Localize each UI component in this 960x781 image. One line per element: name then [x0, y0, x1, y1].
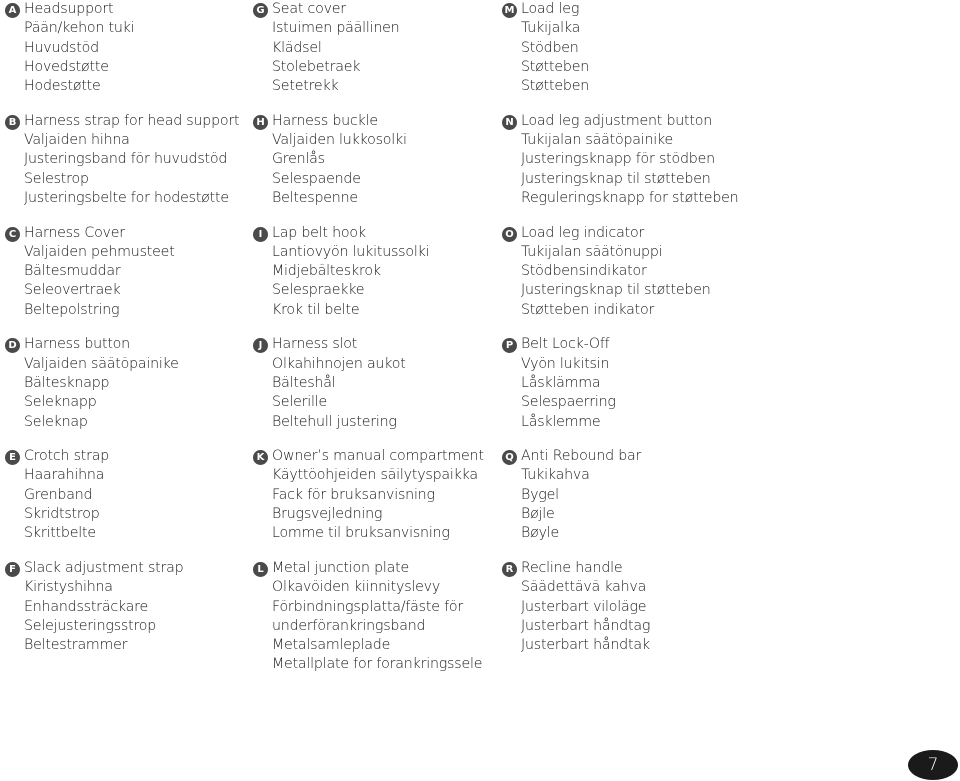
part-name-translation: Justeringsband för huvudstöd [24, 151, 228, 168]
part-name-english: Harness slot [272, 336, 358, 353]
part-name-translation: Støtteben indikator [521, 301, 655, 318]
letter-badge: F [5, 562, 20, 577]
part-name-translation: Enhandssträckare [24, 598, 149, 615]
part-name-english: Crotch strap [24, 448, 110, 465]
part-name-translation: Pään/kehon tuki [24, 20, 135, 37]
legend-entry-r [502, 559, 802, 671]
part-name-english: Load leg adjustment button [521, 112, 713, 129]
part-name-translation: Stödben [521, 39, 579, 56]
part-name-translation: Valjaiden säätöpainike [24, 355, 179, 372]
part-name-translation: Selespraekke [272, 282, 365, 299]
part-name-translation: Beltehull justering [272, 413, 397, 430]
legend-entry-q [502, 447, 802, 559]
part-name-english: Metal junction plate [272, 559, 410, 576]
part-name-english: Headsupport [24, 1, 114, 17]
part-name-translation: Förbindningsplatta/fäste för [272, 598, 463, 615]
part-name-translation: Beltepolstring [24, 301, 120, 318]
part-name-translation: Stödbensindikator [521, 263, 647, 280]
letter-badge: G [253, 3, 268, 18]
part-name-translation: Bøyle [521, 525, 560, 542]
part-name-translation: Brugsvejledning [272, 506, 383, 523]
part-name-english: Seat cover [272, 1, 346, 17]
part-name-translation: Beltespenne [272, 189, 358, 206]
part-name-translation: Seleovertraek [24, 282, 121, 299]
letter-badge: C [5, 227, 20, 242]
part-name-english: Belt Lock-Off [521, 336, 610, 353]
part-name-translation: Bältesknapp [24, 374, 110, 391]
part-name-translation: Grenlås [272, 151, 325, 168]
part-name-translation: Hovedstøtte [24, 58, 109, 75]
part-name-translation: Justerbart håndtag [521, 617, 651, 634]
part-name-translation: Valjaiden hihna [24, 132, 130, 149]
letter-badge: Q [502, 450, 517, 465]
letter-badge: D [5, 338, 20, 353]
letter-badge: R [502, 562, 517, 577]
part-name-translation: Seleknap [24, 413, 88, 430]
letter-badge: J [253, 338, 268, 353]
part-name-english: Anti Rebound bar [521, 448, 642, 465]
letter-badge: B [5, 115, 20, 130]
part-name-translation: Tukijalka [521, 20, 581, 37]
part-name-translation: Valjaiden pehmusteet [24, 243, 175, 260]
letter-badge: O [502, 227, 517, 242]
part-name-english: Recline handle [521, 559, 623, 576]
part-name-translation: Bøjle [521, 506, 555, 523]
letter-badge: L [253, 562, 268, 577]
part-name-translation: Selespaerring [521, 394, 616, 411]
part-name-translation: Tukijalan säätöpainike [521, 132, 674, 149]
part-name-translation: Klädsel [272, 39, 322, 56]
part-name-translation: Justeringsknap til støtteben [521, 170, 711, 187]
part-name-translation: Metalsamleplade [272, 637, 391, 654]
part-name-translation: Säädettävä kahva [521, 579, 647, 596]
legend-entry-p [502, 335, 802, 447]
legend-entry-m [502, 0, 802, 112]
part-name-translation: Midjebälteskrok [272, 263, 381, 280]
part-name-translation: Justeringsknap til støtteben [521, 282, 711, 299]
part-name-translation: Olkahihnojen aukot [272, 355, 406, 372]
part-name-translation: Huvudstöd [24, 39, 99, 56]
page-number: 7 [908, 750, 958, 780]
part-name-translation: Kiristyshihna [24, 579, 113, 596]
part-name-translation: Bygel [521, 486, 559, 503]
part-name-translation: Reguleringsknapp for støtteben [521, 189, 739, 206]
part-name-english: Lap belt hook [272, 224, 366, 241]
letter-badge: E [5, 450, 20, 465]
part-name-translation: Justeringsbelte for hodestøtte [24, 189, 229, 206]
letter-badge: A [5, 3, 20, 18]
part-name-translation: Justerbart håndtak [521, 637, 650, 654]
part-name-translation: Låsklämma [521, 374, 601, 391]
part-name-translation: Grenband [24, 486, 93, 503]
part-name-translation: Seleknapp [24, 394, 97, 411]
part-name-translation: underförankringsband [272, 617, 426, 634]
part-name-translation: Olkavöiden kiinnityslevy [272, 579, 441, 596]
part-name-translation: Støtteben [521, 78, 590, 95]
part-name-english: Owner’s manual compartment [272, 448, 484, 465]
part-name-translation: Metallplate for forankringssele [272, 656, 483, 673]
part-name-translation: Fack för bruksanvisning [272, 486, 435, 503]
part-name-translation: Setetrekk [272, 78, 339, 95]
part-name-english: Harness button [24, 336, 130, 353]
legend-entry-n [502, 112, 802, 224]
part-name-translation: Haarahihna [24, 467, 105, 484]
part-name-translation: Tukikahva [521, 467, 590, 484]
part-name-translation: Käyttöohjeiden säilytyspaikka [272, 467, 478, 484]
letter-badge: P [502, 338, 517, 353]
part-name-translation: Selestrop [24, 170, 89, 187]
part-name-translation: Stolebetraek [272, 58, 361, 75]
part-name-translation: Tukijalan säätönuppi [521, 243, 663, 260]
part-name-translation: Justerbart viloläge [521, 598, 647, 615]
part-name-translation: Skrittbelte [24, 525, 96, 542]
part-name-translation: Lantiovyön lukitussolki [272, 243, 430, 260]
part-name-english: Slack adjustment strap [24, 559, 184, 576]
part-name-translation: Vyön lukitsin [521, 355, 610, 372]
part-name-english: Load leg [521, 1, 580, 17]
letter-badge: I [253, 227, 268, 242]
part-name-english: Harness Cover [24, 224, 125, 241]
part-name-translation: Hodestøtte [24, 78, 101, 95]
part-name-translation: Selerille [272, 394, 327, 411]
part-name-translation: Krok til belte [272, 301, 360, 318]
part-name-translation: Støtteben [521, 58, 590, 75]
legend-entry-o [502, 224, 802, 336]
part-name-translation: Justeringsknapp för stödben [521, 151, 715, 168]
part-name-translation: Skridtstrop [24, 506, 100, 523]
part-name-translation: Låsklemme [521, 413, 601, 430]
part-name-english: Load leg indicator [521, 224, 645, 241]
part-name-translation: Beltestrammer [24, 637, 128, 654]
letter-badge: H [253, 115, 268, 130]
letter-badge: M [502, 3, 517, 18]
part-name-translation: Selespaende [272, 170, 361, 187]
part-name-english: Harness strap for head support [24, 112, 240, 129]
part-name-translation: Lomme til bruksanvisning [272, 525, 450, 542]
part-name-translation: Valjaiden lukkosolki [272, 132, 407, 149]
letter-badge: N [502, 115, 517, 130]
part-name-translation: Istuimen päällinen [272, 20, 400, 37]
legend-column-3 [502, 0, 802, 671]
letter-badge: K [253, 450, 268, 465]
part-name-translation: Bältesmuddar [24, 263, 121, 280]
part-name-translation: Selejusteringsstrop [24, 617, 157, 634]
part-name-translation: Bälteshål [272, 374, 336, 391]
part-name-english: Harness buckle [272, 112, 378, 129]
